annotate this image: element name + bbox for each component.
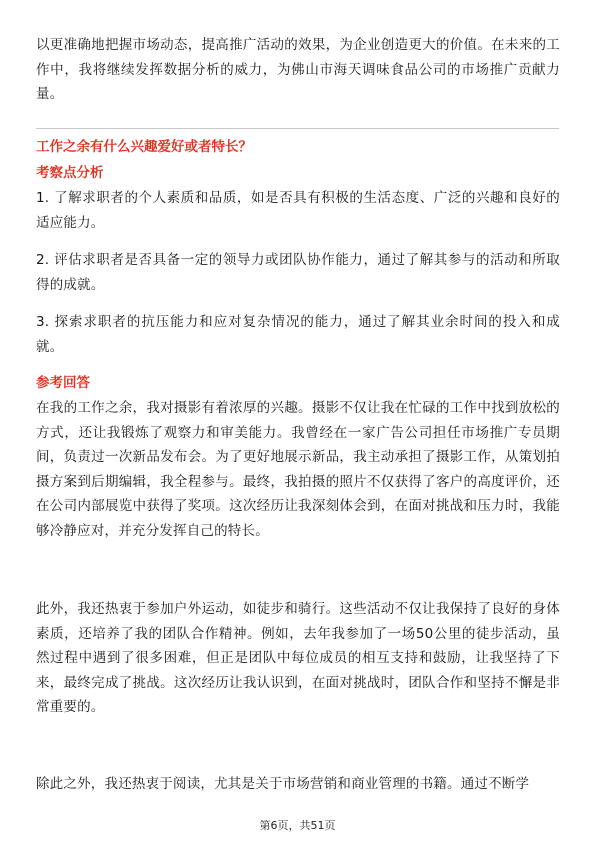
question-heading: 工作之余有什么兴趣爱好或者特长？	[36, 139, 252, 155]
answer-paragraph-2: 此外，我还热衷于参加户外运动，如徒步和骑行。这些活动不仅让我保持了良好的身体素质，还培养了我的团队合作精神。例如，去年我参加了一场50公里的徒步活动，虽然过程中遇到了很多困难，但正是团队中每位成员的相互支持和鼓励，让我坚持了下来，最终完成了挑战。这次经历让我认识到，在面对挑战时，团队合作和坚持不懈是非常重要的。	[36, 601, 560, 715]
analysis-point-2: 2. 评估求职者是否具备一定的领导力或团队协作能力，通过了解其参与的活动和所取得的成就。	[36, 252, 560, 293]
answer-label: 参考回答	[36, 375, 90, 391]
answer-paragraph-1: 在我的工作之余，我对摄影有着浓厚的兴趣。摄影不仅让我在忙碌的工作中找到放松的方式，还让我锻炼了观察力和审美能力。我曾经在一家广告公司担任市场推广专员期间，负责过一次新品发布会。为了更好地展示新品，我主动承担了摄影工作，从策划拍摄方案到后期编辑，我全程参与。最终，我拍摄的照片不仅获得了客户的高度评价，还在公司内部展览中获得了奖项。这次经历让我深刻体会到，在面对挑战和压力时，我能够冷静应对，并充分发挥自己的特长。	[36, 400, 560, 539]
analysis-point-3: 3. 探索求职者的抗压能力和应对复杂情况的能力，通过了解其业余时间的投入和成就。	[36, 314, 560, 355]
intro-paragraph: 以更准确地把握市场动态，提高推广活动的效果，为企业创造更大的价值。在未来的工作中，我将继续发挥数据分析的威力，为佛山市海天调味食品公司的市场推广贡献力量。	[36, 37, 560, 102]
page-number: 第6页，共51页	[259, 819, 336, 832]
section-divider	[36, 128, 559, 129]
analysis-label: 考察点分析	[36, 165, 104, 181]
answer-paragraph-3: 除此之外，我还热衷于阅读，尤其是关于市场营销和商业管理的书籍。通过不断学	[36, 776, 530, 792]
analysis-point-1: 1. 了解求职者的个人素质和品质，如是否具有积极的生活态度、广泛的兴趣和良好的适应能力。	[36, 190, 560, 231]
